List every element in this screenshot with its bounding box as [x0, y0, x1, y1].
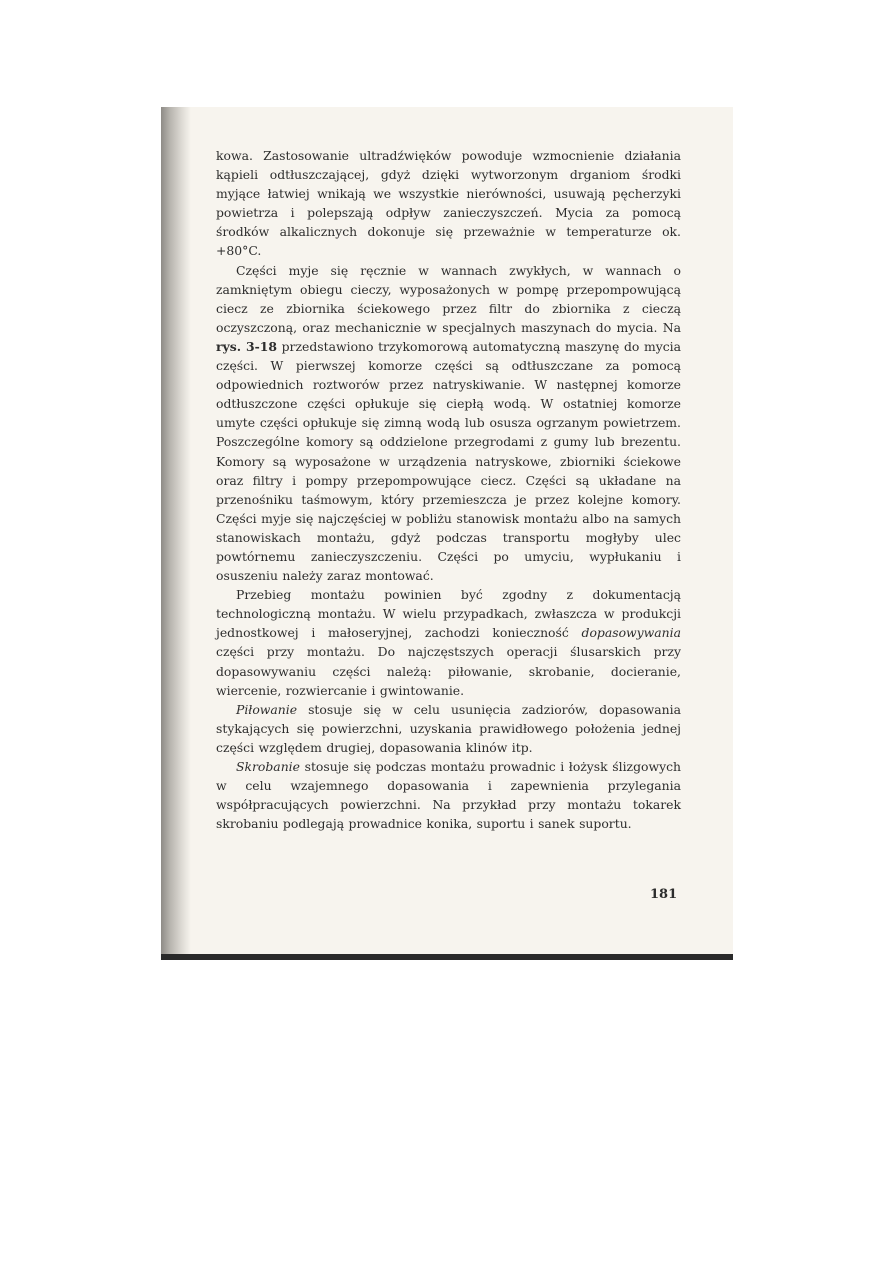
text-run: stosuje się w celu usunięcia zadziorów, dopasowania stykających się powierzchni, uzyskania prawidłowego położenia jednej części względem drugiej, dopasowania klinów itp. — [216, 701, 681, 755]
paragraph — [216, 261, 681, 586]
paragraph — [216, 585, 681, 700]
italic-term: Piłowanie — [236, 701, 298, 717]
text-run: Części myje się ręcznie w wannach zwykłych, w wannach o zamkniętym obiegu cieczy, wyposażonych w pompę przepompowującą ciecz ze zbiornika ściekowego przez filtr do zbiornika z cieczą oczyszczoną, oraz mechanicznie w specjalnych maszynach do mycia. Na — [216, 262, 681, 335]
text-run: części przy montażu. Do najczęstszych operacji ślusarskich przy dopasowywaniu części należą: piłowanie, skrobanie, docieranie, wiercenie, rozwiercanie i gwintowanie. — [216, 644, 681, 698]
scanned-page — [161, 107, 733, 960]
paragraph — [216, 146, 681, 261]
italic-term: Skrobanie — [236, 759, 300, 774]
text-run: stosuje się podczas montażu prowadnic i łożysk ślizgowych w celu wzajemnego dopasowania i zapewnienia przylegania współpracujących powierzchni. Na przykład przy montażu tokarek skrobaniu podlegają prowadnice konika, suportu i sanek suportu. — [216, 759, 681, 832]
body-text — [216, 146, 681, 833]
italic-term: dopasowywania — [581, 625, 681, 641]
paragraph — [216, 700, 681, 757]
book-spine-shadow — [161, 107, 191, 960]
page-number: 181 — [650, 887, 678, 902]
text-run: kowa. Zastosowanie ultradźwięków powoduje wzmocnienie działania kąpieli odtłuszczającej, gdyż dzięki wytworzonym drganiom środki myjące łatwiej wnikają we wszystkie nierówności, usuwają pęcherzyki powietrza i polepszają odpływ zanieczyszczeń. Mycia za pomocą środków alkalicznych dokonuje się przeważnie w temperaturze ok. +80°C. — [216, 148, 681, 259]
text-run: przedstawiono trzykomorową automatyczną maszynę do mycia części. W pierwszej komorze części są odtłuszczane za pomocą odpowiednich roztworów przez natryskiwanie. W następnej komorze odtłuszczone części opłukuje się ciepłą wodą. W ostatniej komorze umyte części opłukuje się zimną wodą lub osusza ogrzanym powietrzem. Poszczególne komory są oddzielone przegrodami z gumy lub brezentu. Komory są wyposażone w urządzenia natryskowe, zbiorniki ściekowe oraz filtry i pompy przepompowujące ciecz. Części są układane na przenośniku taśmowym, który przemieszcza je przez kolejne komory. Części myje się najczęściej w pobliżu stanowisk montażu albo na samych stanowiskach montażu, gdyż podczas transportu mogłyby ulec powtórnemu zanieczyszczeniu. Części po umyciu, wypłukaniu i osuszeniu należy zaraz montować. — [216, 338, 681, 584]
scan-bottom-edge — [161, 954, 733, 960]
paragraph — [216, 757, 681, 833]
text-run: Przebieg montażu powinien być zgodny z dokumentacją technologiczną montażu. W wielu przypadkach, zwłaszcza w produkcji jednostkowej i małoseryjnej, zachodzi konieczność — [216, 587, 681, 641]
figure-reference: rys. 3-18 — [216, 338, 278, 354]
